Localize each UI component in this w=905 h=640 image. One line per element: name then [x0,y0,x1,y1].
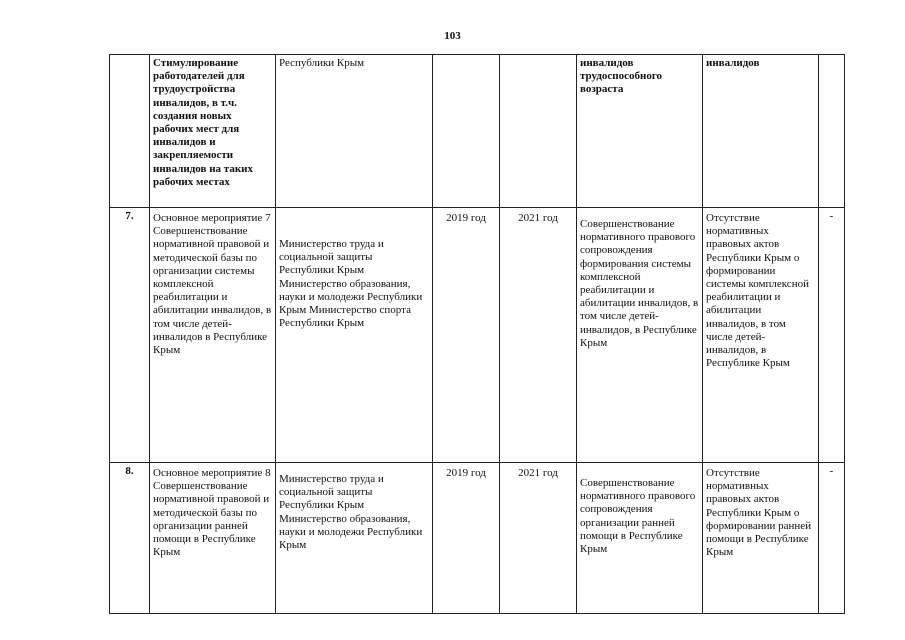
expected-result-cell: Совершенствование нормативного правового сопровождения формирования системы комплексной реабилитации и абилитации инвалидов, в том числе детей-инвалидов, в Республике Крым [577,208,703,463]
table-row [110,208,845,463]
expected-result-cell: Совершенствование нормативного правового сопровождения организации ранней помощи в Республике Крым [577,463,703,614]
link-cell: - [819,463,845,614]
consequence-cell: инвалидов [703,55,819,208]
start-year-cell [433,55,500,208]
end-year-cell: 2021 год [500,463,577,614]
activity-cell: Стимулирование работодателей для трудоустройства инвалидов, в т.ч. создания новых рабочих мест для инвалидов и закрепляемости инвалидов на таких рабочих местах [150,55,276,208]
row-number-cell [110,55,150,208]
activity-cell: Основное мероприятие 8 Совершенствование нормативной правовой и методической базы по организации ранней помощи в Республике Крым [150,463,276,614]
page-number: 103 [444,30,461,42]
end-year-cell: 2021 год [500,208,577,463]
link-cell [819,55,845,208]
start-year-cell: 2019 год [433,463,500,614]
table-row [110,463,845,614]
table-row [110,55,845,208]
start-year-cell: 2019 год [433,208,500,463]
row-number-cell: 7. [110,208,150,463]
program-activities-table [109,54,845,614]
executor-cell: Республики Крым [276,55,433,208]
executor-cell: Министерство труда и социальной защиты Республики Крым Министерство образования, науки и молодежи Республики Крым Министерство спорта Республики Крым [276,208,433,463]
consequence-cell: Отсутствие нормативных правовых актов Республики Крым о формировании ранней помощи в Республике Крым [703,463,819,614]
consequence-cell: Отсутствие нормативных правовых актов Республики Крым о формировании системы комплексной реабилитации и абилитации инвалидов, в том числе детей-инвалидов, в Республике Крым [703,208,819,463]
link-cell: - [819,208,845,463]
expected-result-cell: инвалидов трудоспособного возраста [577,55,703,208]
row-number-cell: 8. [110,463,150,614]
end-year-cell [500,55,577,208]
executor-cell: Министерство труда и социальной защиты Республики Крым Министерство образования, науки и молодежи Республики Крым [276,463,433,614]
activity-cell: Основное мероприятие 7 Совершенствование нормативной правовой и методической базы по организации системы комплексной реабилитации и абилитации инвалидов, в том числе детей-инвалидов в Республике Крым [150,208,276,463]
